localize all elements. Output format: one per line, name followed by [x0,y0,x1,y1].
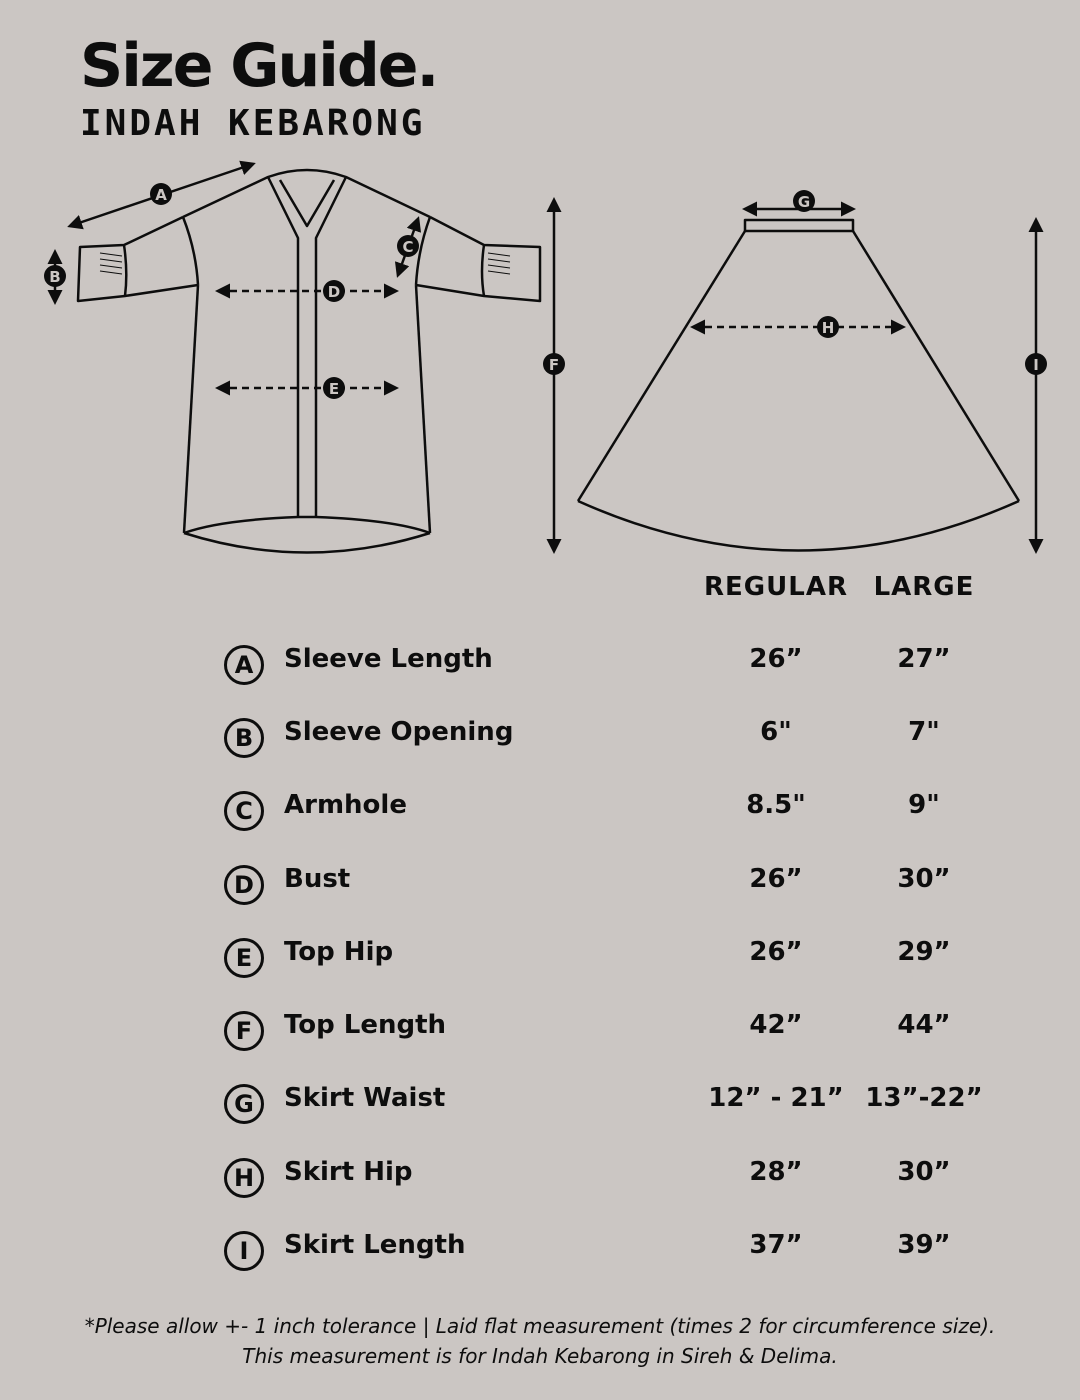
marker-h-label: H [821,319,835,337]
marker-d-label: D [327,283,341,301]
marker-i-label: I [1033,356,1039,374]
marker-f [543,353,565,375]
measurement-name: Skirt Waist [284,1083,446,1113]
regular-value: 28” [749,1157,803,1187]
marker-c-label: C [402,238,414,256]
size-row-a [0,640,1080,690]
large-value: 29” [897,937,951,967]
letter-badge: C [224,791,264,831]
marker-b-label: B [49,268,61,286]
skirt-illustration [578,220,1019,551]
column-header-regular: REGULAR [704,572,848,602]
measurement-name: Bust [284,864,351,894]
regular-value: 6" [760,717,792,747]
size-row-g [0,1079,1080,1129]
product-name: INDAH KEBARONG [80,103,426,144]
large-value: 9" [908,790,940,820]
column-header-large: LARGE [873,572,975,602]
marker-b [44,265,66,287]
size-row-e [0,933,1080,983]
measurement-name: Skirt Hip [284,1157,413,1187]
large-value: 39” [897,1230,951,1260]
page-title: Size Guide. [80,31,438,101]
marker-f-label: F [548,356,560,374]
large-value: 30” [897,864,951,894]
regular-value: 8.5" [746,790,806,820]
size-row-i [0,1226,1080,1276]
tolerance-note: *Please allow +- 1 inch tolerance | Laid flat measurement (times 2 for circumference size). [84,1314,996,1338]
regular-value: 26” [749,864,803,894]
letter-badge: D [224,865,264,905]
large-value: 30” [897,1157,951,1187]
marker-e [323,377,345,399]
marker-d [323,280,345,302]
measurement-name: Sleeve Opening [284,717,514,747]
large-value: 27” [897,644,951,674]
top-garment-illustration [78,170,540,553]
regular-value: 26” [749,644,803,674]
measurement-name: Armhole [284,790,407,820]
marker-a-label: A [155,186,167,204]
marker-i [1025,353,1047,375]
regular-value: 26” [749,937,803,967]
measurement-name: Sleeve Length [284,644,493,674]
large-value: 13”-22” [865,1083,983,1113]
letter-badge: I [224,1231,264,1271]
product-note: This measurement is for Indah Kebarong in Sireh & Delima. [242,1344,838,1368]
marker-a [150,183,172,205]
regular-value: 12” - 21” [708,1083,844,1113]
size-row-c [0,786,1080,836]
regular-value: 37” [749,1230,803,1260]
measurement-name: Skirt Length [284,1230,466,1260]
marker-g [793,190,815,212]
size-row-h [0,1153,1080,1203]
regular-value: 42” [749,1010,803,1040]
size-row-b [0,713,1080,763]
measurement-name: Top Hip [284,937,394,967]
letter-badge: A [224,645,264,685]
measurement-diagram [0,0,1080,570]
letter-badge: E [224,938,264,978]
size-row-f [0,1006,1080,1056]
letter-badge: H [224,1158,264,1198]
large-value: 44” [897,1010,951,1040]
marker-e-label: E [328,380,340,398]
letter-badge: G [224,1084,264,1124]
large-value: 7" [908,717,940,747]
marker-g-label: G [797,193,811,211]
size-row-d [0,860,1080,910]
letter-badge: B [224,718,264,758]
measurement-name: Top Length [284,1010,447,1040]
marker-c [397,235,419,257]
marker-h [817,316,839,338]
letter-badge: F [224,1011,264,1051]
